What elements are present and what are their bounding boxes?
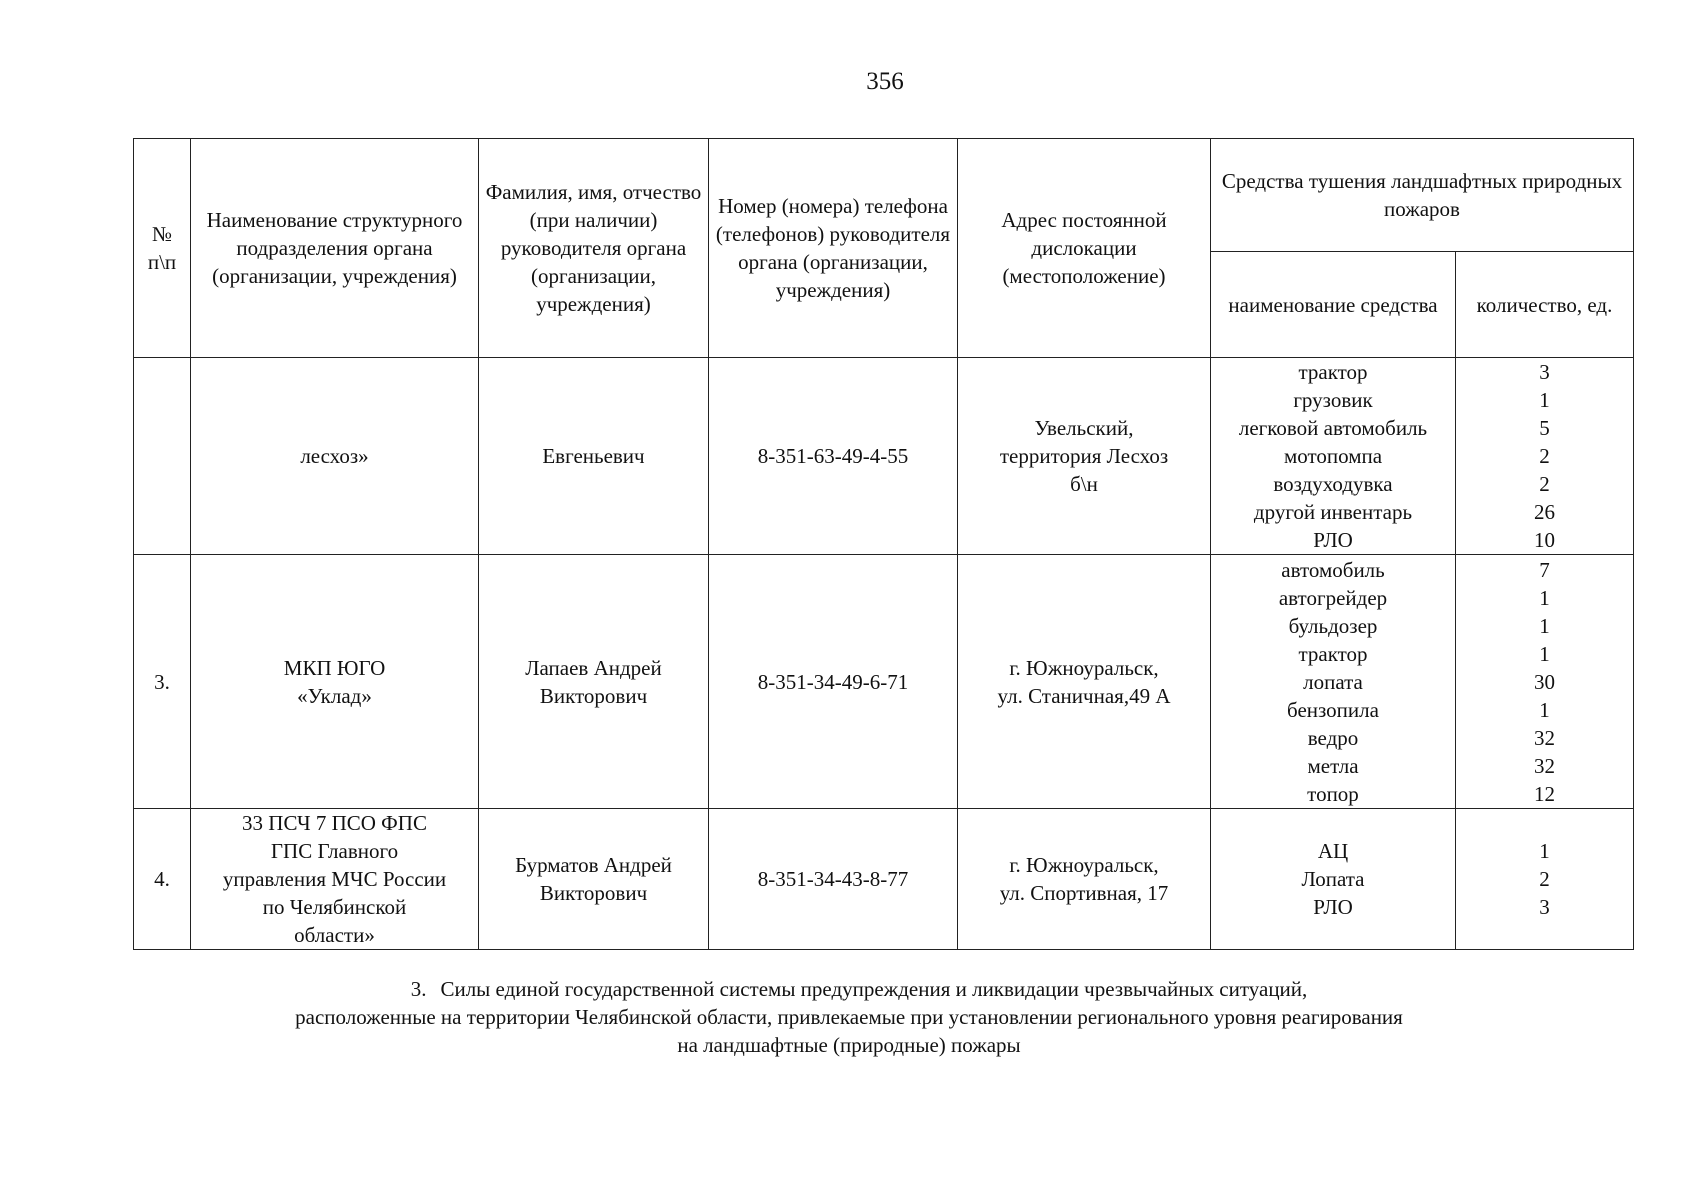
row-num: 4. — [134, 809, 191, 950]
row-items — [1211, 555, 1456, 809]
item-name: АЦ — [1317, 839, 1349, 863]
row-unit: МКП ЮГО «Уклад» — [191, 555, 479, 809]
table-row — [134, 358, 1634, 555]
table-row — [134, 555, 1634, 809]
row-num: 3. — [134, 555, 191, 809]
header-means-name: наименование средства — [1211, 252, 1456, 358]
item-name: бульдозер — [1288, 613, 1378, 638]
item-name: мотопомпа — [1283, 444, 1383, 468]
item-name: Лопата — [1301, 867, 1365, 891]
row-address: г. Южноуральск, ул. Станичная,49 А — [958, 555, 1211, 809]
item-qty: 5 — [1539, 416, 1550, 440]
table-row — [134, 809, 1634, 950]
header-unit: Наименование структурного подразделения органа (организации, учреждения) — [191, 139, 479, 358]
item-name: грузовик — [1293, 388, 1373, 412]
item-name: РЛО — [1313, 528, 1353, 552]
item-qty: 1 — [1539, 839, 1550, 863]
row-phone: 8-351-34-43-8-77 — [709, 809, 958, 950]
section-line-2: расположенные на территории Челябинской области, привлекаемые при установлении регионального уровня реагирования — [295, 1005, 1403, 1029]
row-address: г. Южноуральск, ул. Спортивная, 17 — [958, 809, 1211, 950]
item-qty: 12 — [1534, 781, 1555, 806]
item-qty: 1 — [1539, 697, 1550, 722]
row-num — [134, 358, 191, 555]
row-address: Увельский, территория Лесхоз б\н — [958, 358, 1211, 555]
item-name: другой инвентарь — [1253, 500, 1413, 524]
item-qty: 32 — [1534, 753, 1555, 778]
item-qty: 26 — [1534, 500, 1555, 524]
row-qty — [1456, 358, 1634, 555]
section-heading — [0, 975, 1698, 1059]
item-qty: 3 — [1539, 360, 1550, 384]
item-name: бензопила — [1287, 697, 1379, 722]
section-number: 3. — [410, 977, 427, 1001]
item-qty: 30 — [1534, 669, 1555, 694]
item-qty: 2 — [1539, 472, 1550, 496]
row-qty — [1456, 809, 1634, 950]
section-line-1: Силы единой государственной системы предупреждения и ликвидации чрезвычайных ситуаций, — [440, 977, 1308, 1001]
header-head: Фамилия, имя, отчество (при наличии) руководителя органа (организации, учреждения) — [479, 139, 709, 358]
item-qty: 3 — [1539, 895, 1550, 919]
row-phone: 8-351-63-49-4-55 — [709, 358, 958, 555]
item-qty: 1 — [1539, 641, 1550, 666]
header-address: Адрес постоянной дислокации (местоположение) — [958, 139, 1211, 358]
row-unit: 33 ПСЧ 7 ПСО ФПС ГПС Главного управления МЧС России по Челябинской области» — [191, 809, 479, 950]
forces-table — [133, 138, 1634, 950]
item-qty: 32 — [1534, 725, 1555, 750]
item-qty: 10 — [1534, 528, 1555, 552]
item-qty: 2 — [1539, 444, 1550, 468]
item-name: трактор — [1298, 641, 1368, 666]
item-name: РЛО — [1313, 895, 1353, 919]
item-name: воздуходувка — [1273, 472, 1393, 496]
item-qty: 1 — [1539, 613, 1550, 638]
item-name: топор — [1307, 781, 1359, 806]
item-name: автомобиль — [1281, 557, 1385, 582]
row-unit: лесхоз» — [191, 358, 479, 555]
item-qty: 7 — [1539, 557, 1550, 582]
header-means: Средства тушения ландшафтных природных пожаров — [1211, 139, 1634, 252]
row-phone: 8-351-34-49-6-71 — [709, 555, 958, 809]
header-means-qty: количество, ед. — [1456, 252, 1634, 358]
item-name: трактор — [1298, 360, 1368, 384]
row-items — [1211, 809, 1456, 950]
item-qty: 1 — [1539, 388, 1550, 412]
row-head: Лапаев Андрей Викторович — [479, 555, 709, 809]
item-name: автогрейдер — [1278, 585, 1388, 610]
item-qty: 2 — [1539, 867, 1550, 891]
page-number: 356 — [866, 68, 904, 95]
section-line-3: на ландшафтные (природные) пожары — [677, 1033, 1021, 1057]
item-name: лопата — [1303, 669, 1363, 694]
row-items — [1211, 358, 1456, 555]
item-name: легковой автомобиль — [1238, 416, 1428, 440]
row-head: Евгеньевич — [479, 358, 709, 555]
row-head: Бурматов Андрей Викторович — [479, 809, 709, 950]
item-qty: 1 — [1539, 585, 1550, 610]
row-qty — [1456, 555, 1634, 809]
header-num: № п\п — [134, 139, 191, 358]
item-name: метла — [1307, 753, 1359, 778]
item-name: ведро — [1307, 725, 1359, 750]
header-phone: Номер (номера) телефона (телефонов) руководителя органа (организации, учреждения) — [709, 139, 958, 358]
